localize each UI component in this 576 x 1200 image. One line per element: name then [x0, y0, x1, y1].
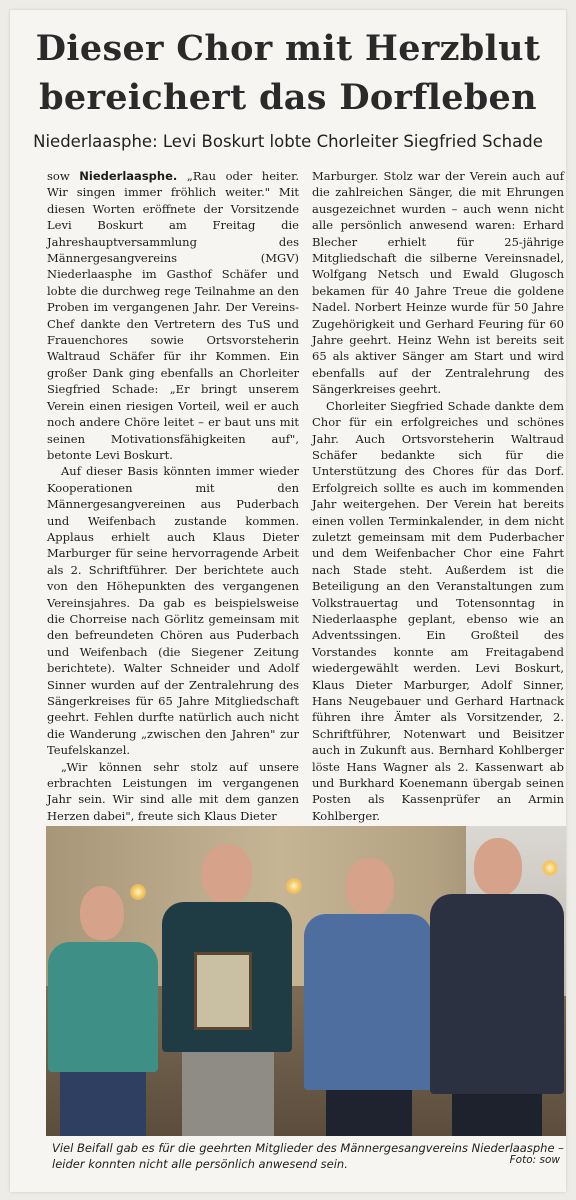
- paragraph-5: Chorleiter Siegfried Schade dankte dem Chor für ein erfolgreiches und schönes Jahr. Auch Ortsvorsteherin Waltraud Schäfer bedankte sich für die Unterstützung des Chores für das Dorf. Erfolgreich sollte es auch im kommenden Jahr weitergehen. Der Verein hat bereits einen vollen Terminkalender, in dem nicht zuletzt gemeinsam mit dem Puderbacher und dem Weifenbacher Chor eine Fahrt nach Stade steht. Außerdem ist die Beteiligung an den Veranstaltungen zum Volkstrauertag und Totensonntag in Niederlaasphe geplant, ebenso wie an Adventssingen. Ein Großteil des Vorstandes konnte am Freitagabend wiedergewählt werden. Levi Boskurt, Klaus Dieter Marburger, Adolf Sinner, Hans Neugebauer und Gerhard Hartnack führen ihre Ämter als Vorsitzender, 2. Schriftführer, Notenwart und Beisitzer auch in Zukunft aus. Bernhard Kohlberger löste Hans Wagner als 2. Kassenwart ab und Burkhard Koenemann übergab seinen Posten als Kassenprüfer an Armin Kohlberger.: [312, 398, 564, 823]
- paragraph-1: [47, 168, 299, 463]
- paragraph-1-text: „Rau oder heiter. Wir singen immer fröhlich weiter." Mit diesen Worten eröffnete der Vorsitzende Levi Boskurt am Freitag die Jahreshauptversammlung des Männergesangvereins (MGV) Niederlaasphe im Gasthof Schäfer und lobte die durchweg rege Teilnahme an den Proben im vergangenen Jahr. Der Vereins-Chef dankte den Vertretern des TuS und Frauenchores sowie Ortsvorsteherin Waltraud Schäfer für ihr Kommen. Ein großer Dank ging ebenfalls an Chorleiter Siegfried Schade: „Er bringt unserem Verein einen riesigen Vorteil, weil er auch noch andere Chöre leitet – er baut uns mit seinen Motivationsfähigkeiten auf", betonte Levi Boskurt.: [47, 169, 300, 462]
- dateline-place: Niederlaasphe.: [79, 169, 178, 183]
- paragraph-4: Marburger. Stolz war der Verein auch auf die zahlreichen Sänger, die mit Ehrungen ausgezeichnet wurden – auch wenn nicht alle persönlich anwesend waren: Erhard Blecher erhielt für 25-jährige Mitgliedschaft die silberne Vereinsnadel, Wolfgang Netsch und Ewald Glugosch bekamen für 40 Jahre Treue die goldene Nadel. Norbert Heinze wurde für 50 Jahre Zugehörigkeit und Gerhard Feuring für 60 Jahre geehrt. Heinz Wehn ist bereits seit 65 als aktiver Sänger am Start und wird ebenfalls auf der Zentralehrung des Sängerkreises geehrt.: [312, 169, 564, 397]
- paragraph-3: „Wir können sehr stolz auf unsere erbrachten Leistungen im vergangenen Jahr sein. Wir sind alle mit dem ganzen Herzen dabei", freute sich Klaus Dieter: [47, 759, 299, 823]
- subheadline: Niederlaasphe: Levi Boskurt lobte Chorleiter Siegfried Schade: [33, 132, 543, 151]
- person-1: [46, 886, 166, 1136]
- paragraph-2: Auf dieser Basis könnten immer wieder Kooperationen mit den Männergesangvereinen aus Puderbach und Weifenbach zustande kommen. Applaus erhielt auch Klaus Dieter Marburger für seine hervorragende Arbeit als 2. Schriftführer. Der berichtete auch von den Höhepunkten des vergangenen Vereinsjahres. Da gab es beispielsweise die Chorreise nach Görlitz gemeinsam mit den befreundeten Chören aus Puderbach und Weifenbach (die Siegener Zeitung berichtete). Walter Schneider und Adolf Sinner wurden auf der Zentralehrung des Sängerkreises für 65 Jahre Mitgliedschaft geehrt. Fehlen durfte natürlich auch nicht die Wanderung „zwischen den Jahren" zur Teufelskanzel.: [47, 464, 299, 758]
- certificate-frame: [194, 952, 252, 1030]
- dateline-source: sow: [47, 169, 70, 183]
- headline: [18, 24, 558, 122]
- article-column-right: [312, 168, 564, 824]
- headline-line-2: bereichert das Dorfleben: [39, 77, 537, 118]
- article-column-left: [47, 168, 299, 824]
- photo-caption: Viel Beifall gab es für die geehrten Mitglieder des Männergesangvereins Niederlaasphe – leider konnten nicht alle persönlich anwesend sein.: [52, 1141, 564, 1171]
- person-3: [298, 858, 438, 1136]
- group-photo: [46, 826, 566, 1136]
- photo-credit: Foto: sow: [509, 1154, 560, 1166]
- person-4: [428, 838, 566, 1136]
- headline-line-1: Dieser Chor mit Herzblut: [35, 28, 541, 69]
